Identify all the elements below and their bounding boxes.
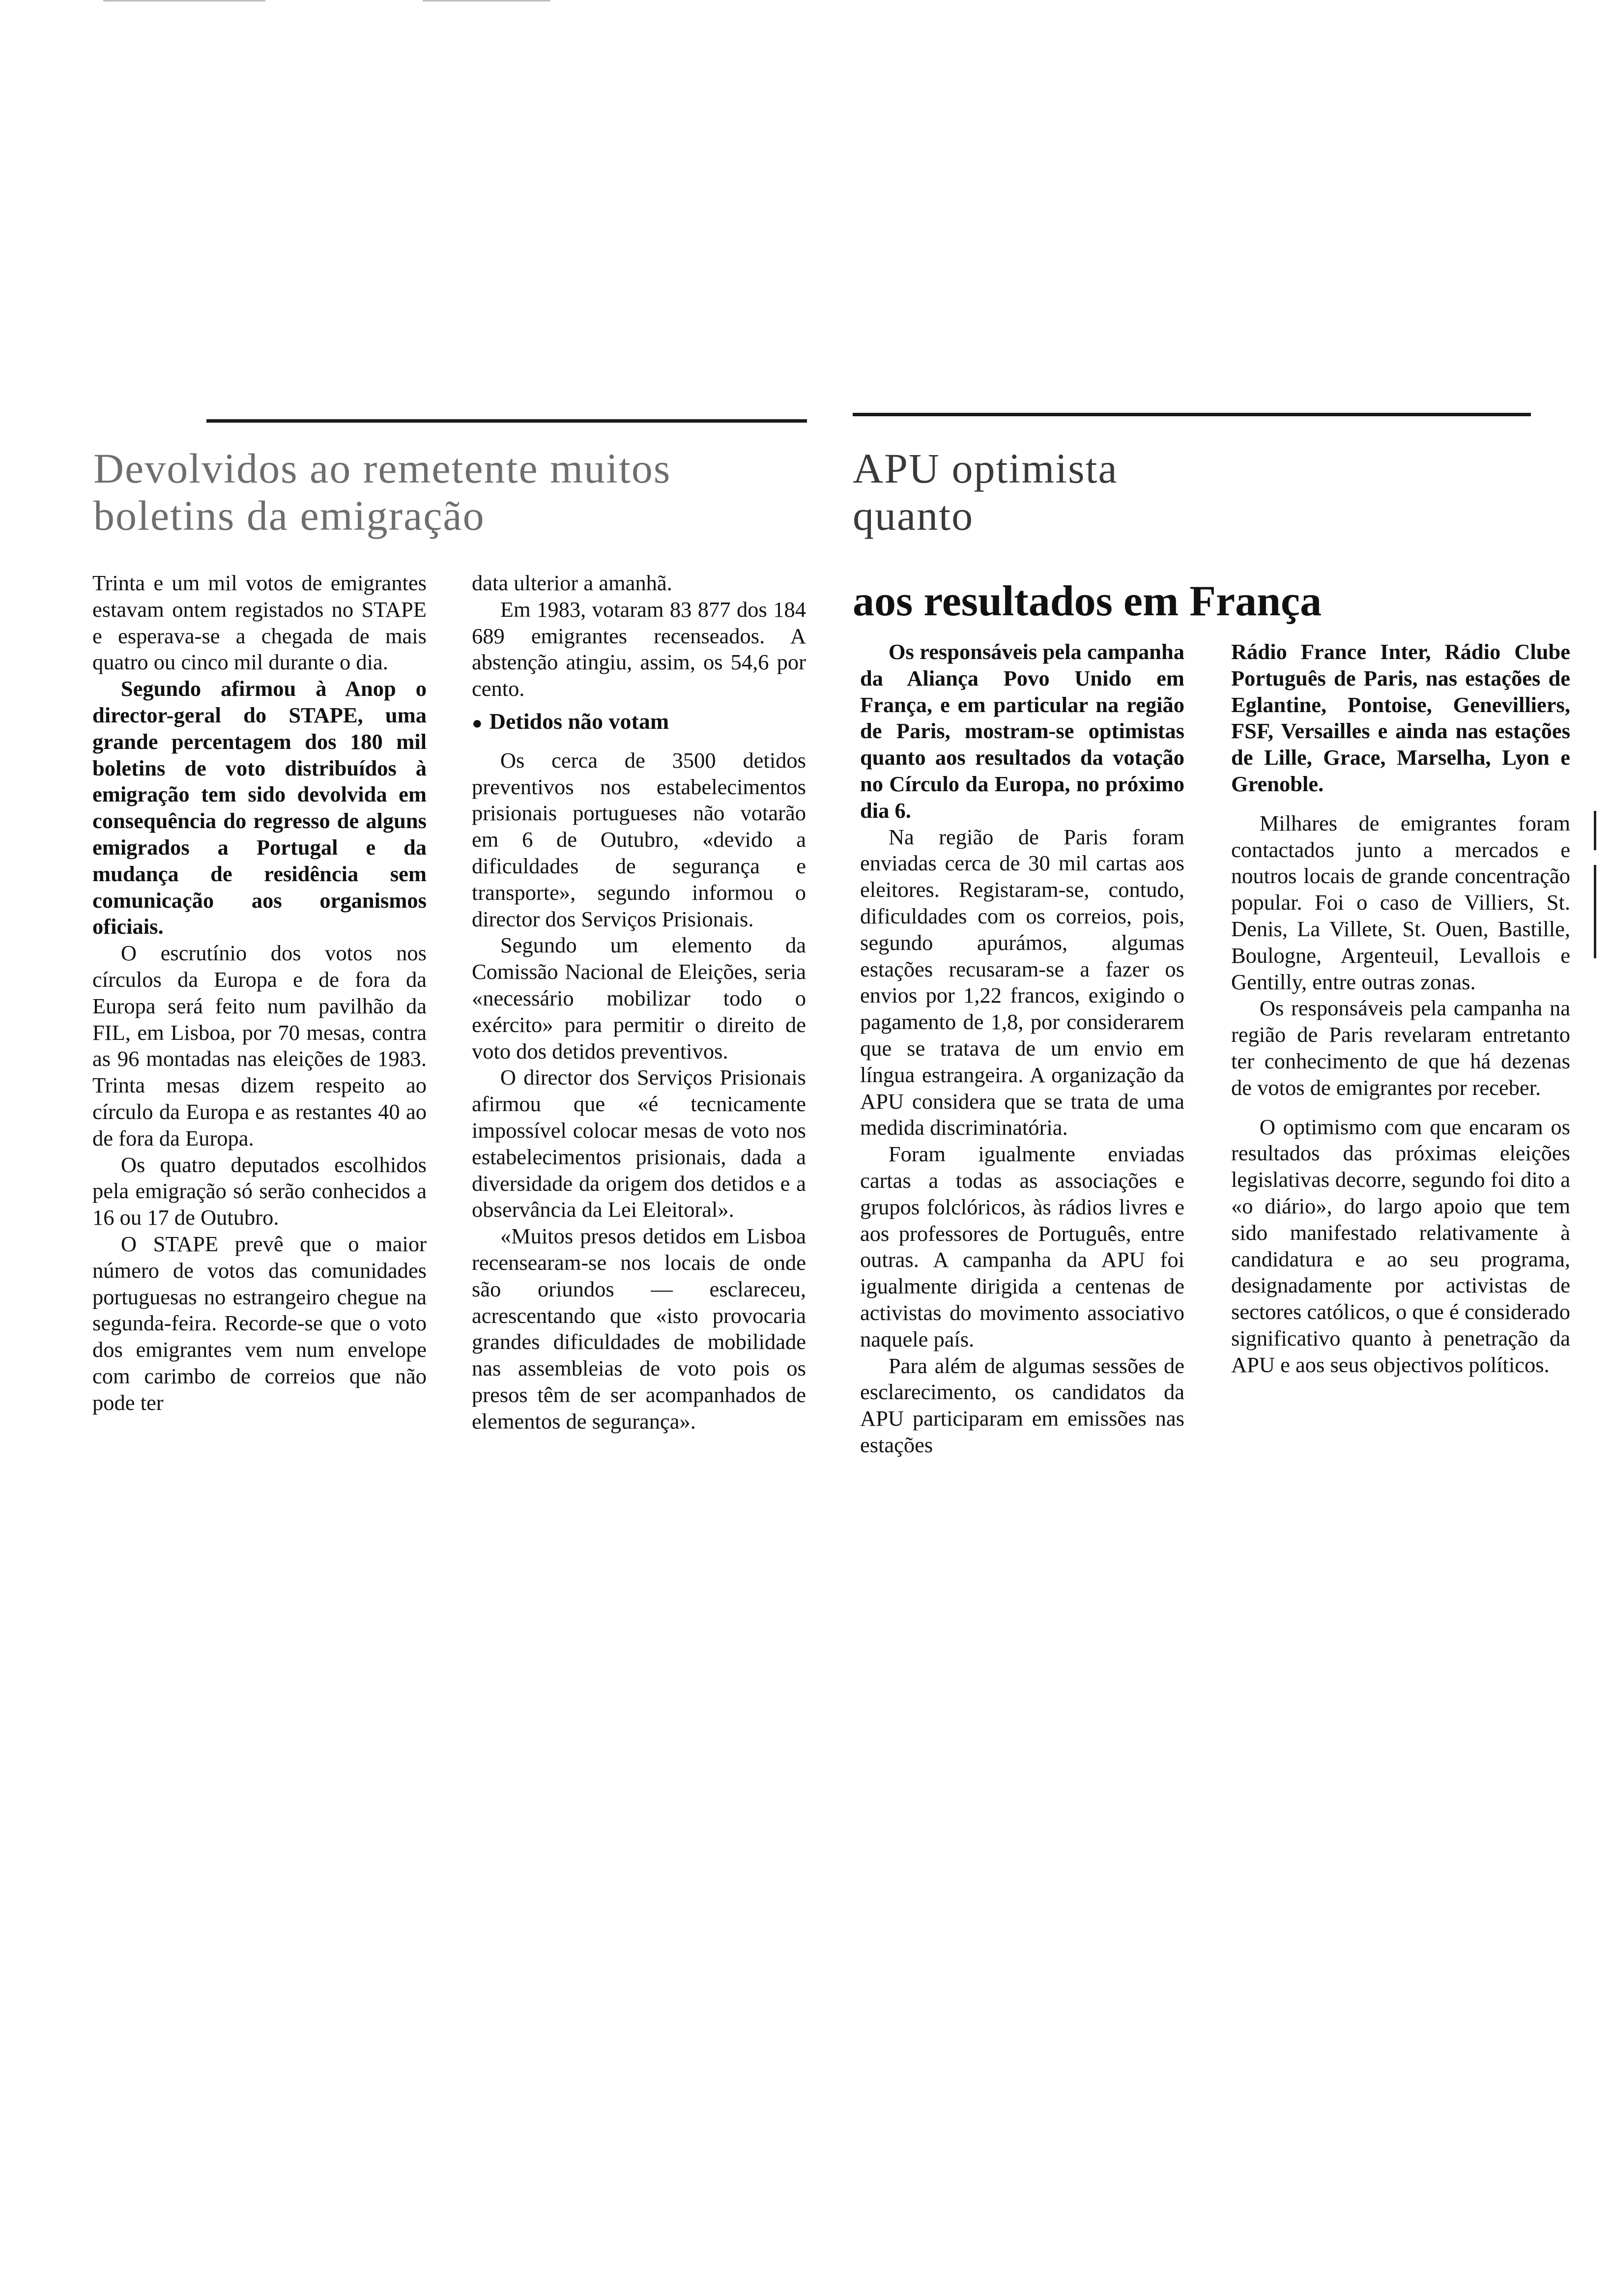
bullet-icon: ● <box>472 713 483 733</box>
paragraph: Trinta e um mil votos de emigrantes estavam ontem registados no STAPE e esperava-se a chegada de mais quatro ou cinco mil durante o dia. <box>92 571 427 675</box>
left-article-column-1 <box>92 570 427 1416</box>
column-rule-left-article <box>206 419 807 423</box>
margin-mark <box>1594 865 1596 958</box>
paragraph-continued: data ulterior a amanhã. <box>472 571 672 595</box>
paragraph: Para além de algumas sessões de esclarecimento, os candidatos da APU participaram em emissões nas estações <box>860 1353 1184 1457</box>
paragraph: Os responsáveis pela campanha da Aliança Povo Unido em França, e em particular na região de Paris, mostram-se optimistas quanto aos resultados da votação no Círculo da Europa, no próximo dia 6. <box>860 639 1184 823</box>
right-article-column-2 <box>1231 639 1570 1378</box>
right-article-headline <box>853 445 1492 540</box>
paragraph: Foram igualmente enviadas cartas a todas as associações e grupos folclóricos, às rádios livres e aos professores de Português, entre outras. A campanha da APU foi igualmente dirigida a centenas de activistas do movimento associativo naquele país. <box>860 1142 1184 1351</box>
subheading <box>472 708 806 737</box>
paragraph: O optimismo com que encaram os resultados das próximas eleições legislativas decorre, segundo foi dito a «o diário», do largo apoio que tem sido manifestado relativamente à candidatura e ao seu programa, designadamente por activistas de sectores católicos, o que é considerado significativo quanto à penetração da APU e aos seus objectivos políticos. <box>1231 1114 1570 1377</box>
paragraph: Milhares de emigrantes foram contactados junto a mercados e noutros locais de grande concentração popular. Foi o caso de Villiers, St. Denis, La Villete, St. Ouen, Bastille, Boulogne, Argenteuil, Levallois e Gentilly, entre outras zonas. <box>1231 810 1570 994</box>
left-article-headline: Devolvidos ao remetente muitos boletins da emigração <box>93 445 671 540</box>
right-article-column-1 <box>860 639 1184 1459</box>
margin-mark <box>1594 811 1596 850</box>
paragraph: Os quatro deputados escolhidos pela emigração só serão conhecidos a 16 ou 17 de Outubro. <box>92 1152 427 1230</box>
right-article-headline-line-3: aos resultados em França <box>853 577 1322 625</box>
subheading-text: Detidos não votam <box>489 708 669 734</box>
paragraph: O escrutínio dos votos nos círculos da Europa e de fora da Europa será feito num pavilhão da FIL, em Lisboa, por 70 mesas, contra as 96 montadas nas eleições de 1983. Trinta mesas dizem respeito ao círculo da Europa e as restantes 40 ao de fora da Europa. <box>92 941 427 1150</box>
paragraph: O STAPE prevê que o maior número de votos das comunidades portuguesas no estrangeiro chegue na segunda-feira. Recorde-se que o voto dos emigrantes vem num envelope com carimbo de correios que não pode ter <box>92 1231 427 1415</box>
paragraph: O director dos Serviços Prisionais afirmou que «é tecnicamente impossível colocar mesas de voto nos estabelecimentos prisionais, dada a diversidade da origem dos detidos e a observância da Lei Eleitoral». <box>472 1065 806 1222</box>
paragraph-continued: Rádio France Inter, Rádio Clube Português de Paris, nas estações de Eglantine, Pontoise, Genevilliers, FSF, Versailles e ainda nas estações de Lille, Grace, Marselha, Lyon e Grenoble. <box>1231 639 1570 796</box>
paragraph: Segundo um elemento da Comissão Nacional de Eleições, seria «necessário mobilizar todo o exército» para permitir o direito de voto dos detidos preventivos. <box>472 933 806 1063</box>
column-rule-right-article <box>853 413 1531 416</box>
paragraph: Em 1983, votaram 83 877 dos 184 689 emigrantes recenseados. A abstenção atingiu, assim, os 54,6 por cento. <box>472 597 806 701</box>
headline-line-1: APU optimista <box>853 445 1118 492</box>
paragraph: Os cerca de 3500 detidos preventivos nos estabelecimentos prisionais portugueses não votarão em 6 de Outubro, «devido a dificuldades de segurança e transporte», segundo informou o director dos Serviços Prisionais. <box>472 747 806 931</box>
paragraph: «Muitos presos detidos em Lisboa recensearam-se nos locais de onde são oriundos — esclareceu, acrescentando que «isto provocaria grandes dificuldades de mobilidade nas assembleias de voto pois os presos têm de ser acompanhados de elementos de segurança». <box>472 1224 806 1434</box>
top-edge-mark <box>103 0 265 1</box>
paragraph: Os responsáveis pela campanha na região de Paris revelaram entretanto ter conhecimento de que há dezenas de votos de emigrantes por receber. <box>1231 996 1570 1100</box>
paragraph: Na região de Paris foram enviadas cerca de 30 mil cartas aos eleitores. Registaram-se, contudo, dificuldades com os correios, pois, segundo apurámos, algumas estações recusaram-se a fazer os envios por 1,22 francos, exigindo o pagamento de 1,8, por considerarem que se tratava de um envio em língua estrangeira. A organização da APU considera que se trata de uma medida discriminatória. <box>860 824 1184 1140</box>
left-article-column-2 <box>472 570 806 1435</box>
top-edge-mark <box>423 0 550 1</box>
headline-line-2: quanto <box>853 492 974 540</box>
paragraph: Segundo afirmou à Anop o director-geral do STAPE, uma grande percentagem dos 180 mil boletins de voto distribuídos à emigração tem sido devolvida em consequência do regresso de alguns emigrados a Portugal e da mudança de residência sem comunicação aos organismos oficiais. <box>92 676 427 939</box>
